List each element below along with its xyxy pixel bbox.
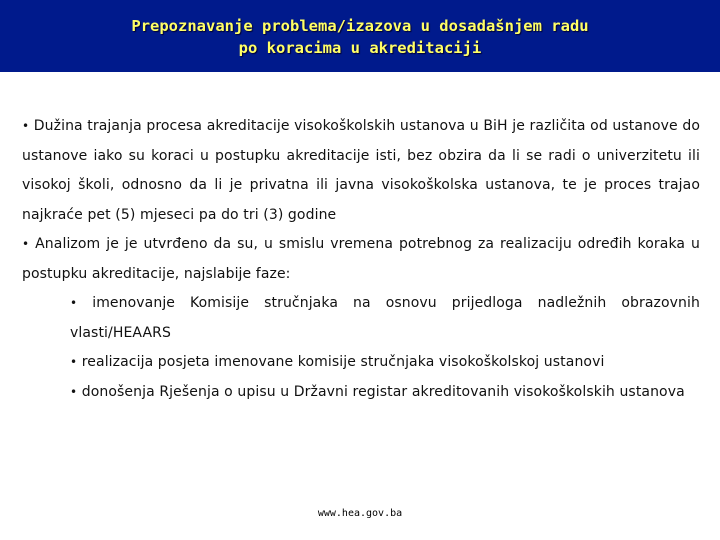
sub-bullet-icon: •	[70, 296, 78, 310]
bullet-item-1	[22, 112, 700, 230]
sub-bullet-item-1	[70, 289, 700, 348]
footer-url: www.hea.gov.ba	[317, 508, 403, 519]
bullet-item-2	[22, 230, 700, 289]
sub-bullet-item-2	[70, 348, 700, 378]
sub-bullet-icon: •	[70, 384, 78, 399]
slide-title-line-1: Prepoznavanje problema/izazova u dosadašnjem radu	[131, 17, 589, 35]
sub-bullet-text-2: realizacija posjeta imenovane komisije stručnjaka visokoškolskoj ustanovi	[81, 354, 605, 370]
sub-bullet-text-1: imenovanje Komisije stručnjaka na osnovu prijedloga nadležnih obrazovnih vlasti/HEAARS	[70, 295, 700, 341]
bullet-text-2: Analizom je je utvrđeno da su, u smislu vremena potrebnog za realizaciju određih koraka u postupku akreditacije, najslabije faze:	[22, 236, 700, 282]
bullet-icon: •	[22, 119, 30, 133]
sub-bullet-icon: •	[70, 355, 78, 369]
slide-title-line-2: po koracima u akreditaciji	[238, 39, 482, 57]
slide-body	[22, 112, 700, 407]
sub-bullet-item-3	[70, 378, 700, 408]
sub-bullet-text-3: donošenja Rješenja o upisu u Državni registar akreditovanih visokoškolskih ustanova	[81, 383, 685, 400]
bullet-text-1: Dužina trajanja procesa akreditacije visokoškolskih ustanova u BiH je različita od ustanove do ustanove iako su koraci u postupku akreditacije isti, bez obzira da li se radi o univerzitetu ili visokoj školi, odnosno da li je privatna ili javna visokoškolska ustanova, te je proces trajao najkraće pet (5) mjeseci pa do tri (3) godine	[22, 118, 700, 223]
bullet-icon: •	[22, 237, 30, 251]
slide-header	[0, 0, 720, 72]
